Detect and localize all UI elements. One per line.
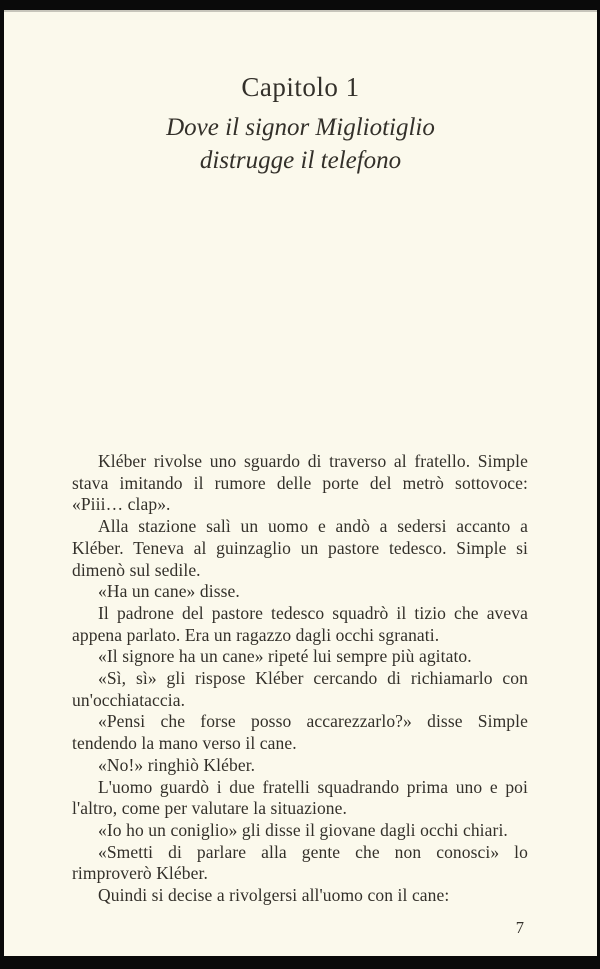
body-text bbox=[72, 451, 528, 907]
chapter-subtitle bbox=[4, 111, 597, 177]
paragraph: Il padrone del pastore tedesco squadrò il tizio che aveva appena parlato. Era un ragazzo dagli occhi sgranati. bbox=[72, 602, 528, 645]
book-page bbox=[4, 10, 597, 956]
scan-edge bbox=[4, 10, 597, 12]
paragraph: «Io ho un coniglio» gli disse il giovane dagli occhi chiari. bbox=[98, 819, 508, 840]
paragraph: «Sì, sì» gli rispose Kléber cercando di richiamarlo con un'occhiataccia. bbox=[72, 668, 528, 710]
chapter-title: Capitolo 1 bbox=[241, 72, 360, 102]
paragraph: «Ha un cane» disse. bbox=[98, 581, 240, 602]
paragraph: Quindi si decise a rivolgersi all'uomo con il cane: bbox=[98, 885, 450, 906]
paragraph: L'uomo guardò i due fratelli squadrando prima uno e poi l'altro, come per valutare la situazione. bbox=[72, 776, 528, 819]
paragraph: «Smetti di parlare alla gente che non conosci» lo rimproverò Kléber. bbox=[72, 841, 528, 884]
page-number: 7 bbox=[515, 918, 524, 937]
paragraph: Kléber rivolse uno sguardo di traverso al fratello. Simple stava imitando il rumore delle porte del metrò sottovoce: «Piii… clap». bbox=[72, 451, 528, 515]
chapter-subtitle-line-1: Dove il signor Migliotiglio bbox=[166, 114, 435, 141]
paragraph: Alla stazione salì un uomo e andò a sedersi accanto a Kléber. Teneva al guinzaglio un pastore tedesco. Simple si dimenò sul sedile. bbox=[72, 516, 528, 580]
paragraph: «Il signore ha un cane» ripeté lui sempre più agitato. bbox=[98, 646, 472, 667]
paragraph: «No!» ringhiò Kléber. bbox=[98, 754, 256, 775]
paragraph: «Pensi che forse posso accarezzarlo?» disse Simple tendendo la mano verso il cane. bbox=[72, 711, 528, 754]
chapter-subtitle-line-2: distrugge il telefono bbox=[199, 147, 402, 174]
